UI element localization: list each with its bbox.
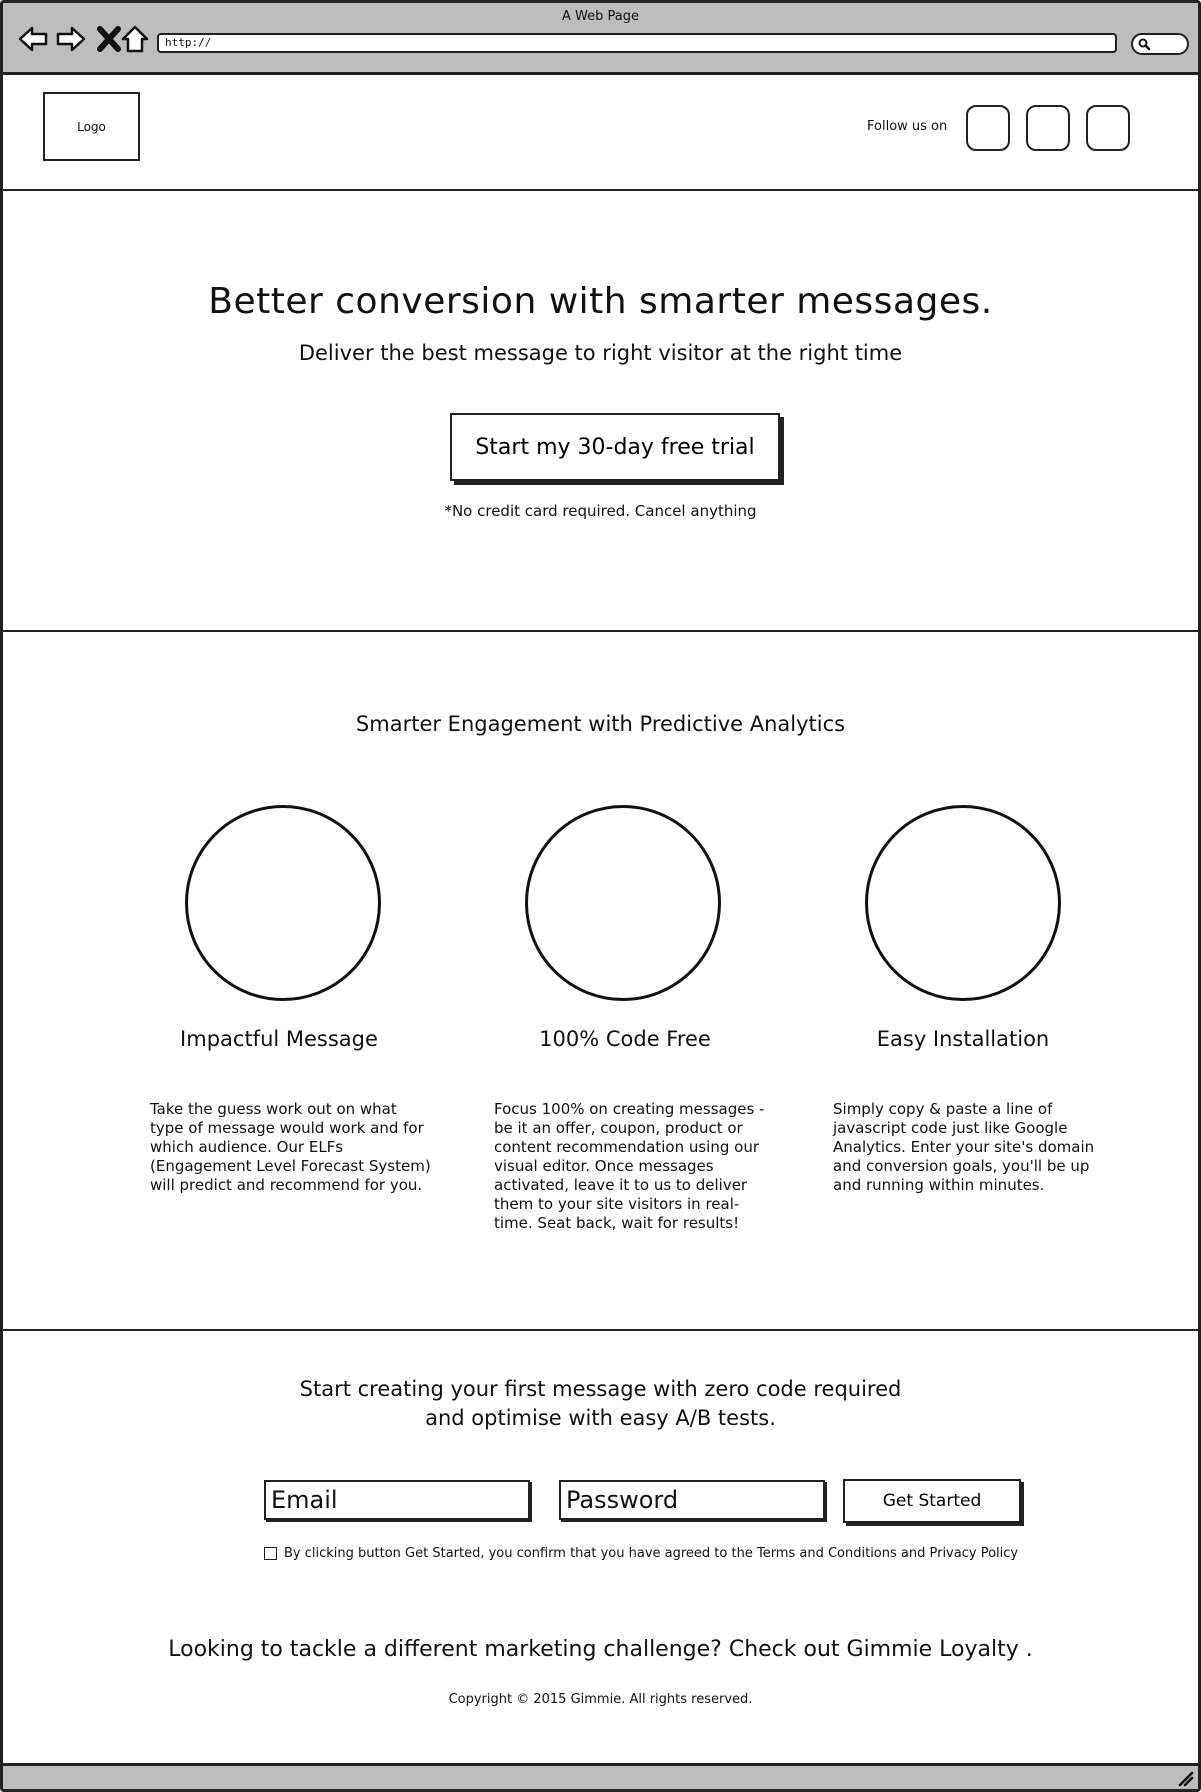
password-field[interactable] <box>559 1480 825 1520</box>
resize-grip-icon[interactable] <box>1176 1769 1194 1787</box>
signup-heading-line1: Start creating your first message with zero code required <box>299 1377 902 1401</box>
feature-title-impactful-message: Impactful Message <box>180 1027 378 1051</box>
social-icon-2[interactable] <box>1026 105 1070 151</box>
trial-note: *No credit card required. Cancel anything <box>444 502 757 520</box>
feature-desc-easy-installation: Simply copy & paste a line of javascript code just like Google Analytics. Enter your site's domain and conversion goals, you'll be up and running within minutes. <box>833 1100 1095 1194</box>
features-section-title: Smarter Engagement with Predictive Analytics <box>355 712 846 736</box>
browser-search-box[interactable] <box>1131 33 1189 55</box>
social-icon-3[interactable] <box>1086 105 1130 151</box>
browser-toolbar <box>3 3 1198 75</box>
signup-heading-line2: and optimise with easy A/B tests. <box>425 1406 776 1430</box>
copyright-text: Copyright © 2015 Gimmie. All rights reserved. <box>448 1692 753 1707</box>
window-title: A Web Page <box>562 9 639 24</box>
feature-image-impactful-message <box>185 805 381 1001</box>
terms-checkbox[interactable] <box>264 1547 277 1560</box>
start-free-trial-button[interactable]: Start my 30-day free trial <box>450 413 780 481</box>
status-bar <box>3 1763 1198 1789</box>
feature-desc-impactful-message: Take the guess work out on what type of message would work and for which audience. Our ELFs (Engagement Level Forecast System) will predict and recommend for you. <box>150 1100 431 1194</box>
social-icon-1[interactable] <box>966 105 1010 151</box>
email-field[interactable] <box>264 1480 530 1520</box>
feature-title-code-free: 100% Code Free <box>539 1027 711 1051</box>
address-bar[interactable]: http:// <box>157 33 1117 53</box>
hero-divider <box>3 630 1198 632</box>
get-started-button[interactable]: Get Started <box>843 1479 1021 1523</box>
hero-title: Better conversion with smarter messages. <box>208 281 993 322</box>
follow-us-label: Follow us on <box>867 119 948 134</box>
signup-heading <box>3 1375 1198 1433</box>
logo[interactable] <box>43 92 140 161</box>
feature-image-code-free <box>525 805 721 1001</box>
feature-image-easy-installation <box>865 805 1061 1001</box>
feature-title-easy-installation: Easy Installation <box>876 1027 1050 1051</box>
features-divider <box>3 1329 1198 1331</box>
logo-label: Logo <box>77 119 106 134</box>
back-arrow-icon[interactable] <box>17 23 49 55</box>
forward-arrow-icon[interactable] <box>55 23 87 55</box>
header-divider <box>3 189 1198 191</box>
terms-text: By clicking button Get Started, you confirm that you have agreed to the Terms and Conditions and Privacy Policy <box>284 1546 1019 1561</box>
search-icon <box>1137 37 1151 51</box>
feature-desc-code-free: Focus 100% on creating messages - be it an offer, coupon, product or content recommendation using our visual editor. Once messages activated, leave it to us to deliver them to your site visitors in real-time. Seat back, wait for results! <box>494 1100 765 1232</box>
hero-subtitle: Deliver the best message to right visitor at the right time <box>298 341 903 365</box>
tackle-challenge-text: Looking to tackle a different marketing challenge? Check out Gimmie Loyalty . <box>168 1637 1033 1662</box>
home-icon[interactable] <box>119 23 151 55</box>
